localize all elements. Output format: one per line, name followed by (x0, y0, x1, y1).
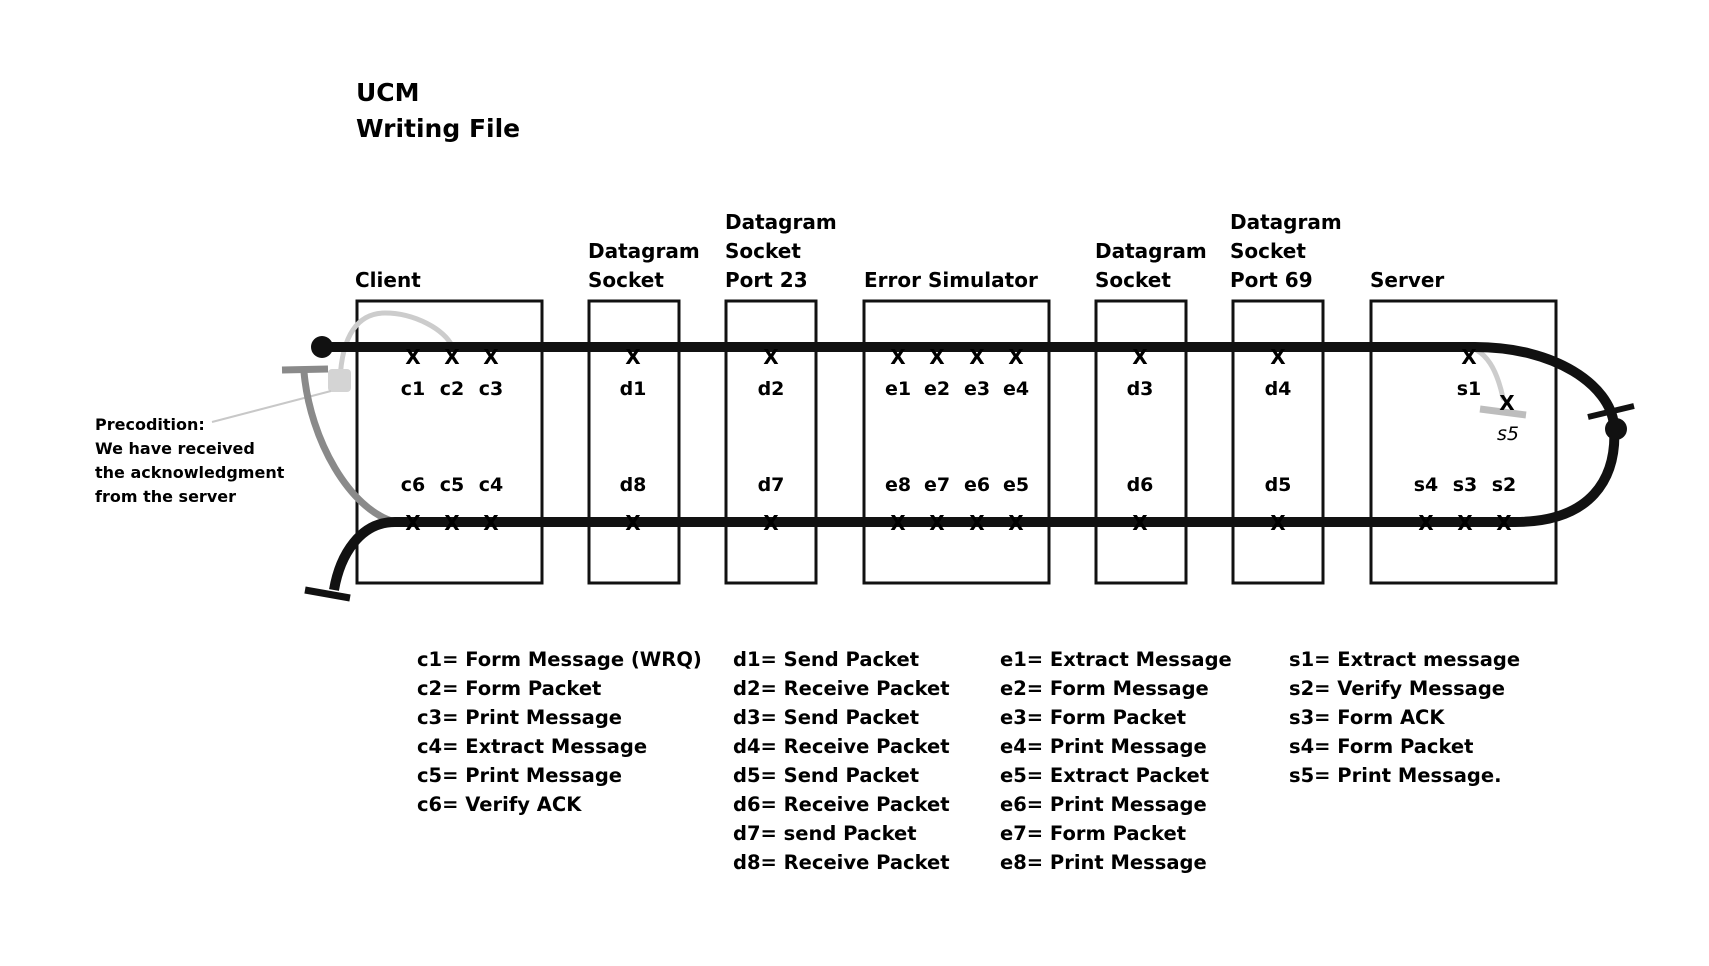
resp-marker-c2: X (444, 345, 460, 369)
resp-label-e5: e5 (1002, 474, 1030, 496)
legend-errsim-item: e3= Form Packet (1000, 706, 1187, 729)
legend-socket-item: d3= Send Packet (733, 706, 920, 729)
resp-label-c3: c3 (478, 378, 504, 400)
resp-marker-d7: X (763, 511, 779, 535)
resp-label-c6: c6 (400, 474, 426, 496)
legend-server-item: s1= Extract message (1289, 648, 1521, 671)
resp-label-e7: e7 (923, 474, 951, 496)
port23-label-line1: Datagram (725, 210, 837, 234)
resp-marker-e7: X (929, 511, 945, 535)
resp-label-s1: s1 (1456, 378, 1482, 400)
resp-marker-s3: X (1457, 511, 1473, 535)
legend-errsim-item: e6= Print Message (1000, 793, 1207, 816)
legend-socket-item: d1= Send Packet (733, 648, 920, 671)
socket2-label-line2: Socket (1095, 268, 1171, 292)
legend-errsim-item: e4= Print Message (1000, 735, 1207, 758)
resp-label-s5: s5 (1497, 423, 1519, 445)
legend-errsim-item: e8= Print Message (1000, 851, 1207, 874)
resp-label-d2: d2 (757, 378, 785, 400)
resp-marker-d8: X (625, 511, 641, 535)
legend-client-item: c5= Print Message (417, 764, 623, 787)
resp-marker-s5: X (1499, 391, 1515, 415)
resp-label-e2: e2 (923, 378, 951, 400)
title-line-writing-file: Writing File (356, 114, 521, 143)
legend-socket-item: d6= Receive Packet (733, 793, 950, 816)
resp-marker-s4: X (1418, 511, 1434, 535)
resp-label-e1: e1 (884, 378, 912, 400)
resp-label-d3: d3 (1126, 378, 1154, 400)
resp-label-c2: c2 (439, 378, 465, 400)
legend-client-item: c6= Verify ACK (417, 793, 582, 816)
legend-errsim-item: e5= Extract Packet (1000, 764, 1210, 787)
port69-label-line2: Socket (1230, 239, 1306, 263)
legend-errsim-item: e7= Form Packet (1000, 822, 1187, 845)
error-simulator-label: Error Simulator (864, 268, 1038, 292)
precondition-line-1: We have received (95, 439, 255, 458)
resp-marker-d2: X (763, 345, 779, 369)
port23-label-line3: Port 23 (725, 268, 808, 292)
main-path-start (311, 336, 333, 358)
light-path (340, 313, 1503, 398)
resp-marker-c6: X (405, 511, 421, 535)
legend-client-item: c4= Extract Message (417, 735, 648, 758)
resp-marker-d1: X (625, 345, 641, 369)
legend-socket-item: d5= Send Packet (733, 764, 920, 787)
resp-label-d7: d7 (757, 474, 785, 496)
port69-label-line1: Datagram (1230, 210, 1342, 234)
legend-server-item: s3= Form ACK (1289, 706, 1445, 729)
socket1-label-line2: Socket (588, 268, 664, 292)
resp-marker-c5: X (444, 511, 460, 535)
resp-label-c1: c1 (400, 378, 426, 400)
light-path-start (328, 369, 351, 392)
resp-marker-e1: X (890, 345, 906, 369)
precondition-heading: Precodition: (95, 415, 205, 434)
resp-label-s2: s2 (1491, 474, 1517, 496)
resp-marker-d5: X (1270, 511, 1286, 535)
resp-marker-s2: X (1496, 511, 1512, 535)
resp-label-d4: d4 (1264, 378, 1292, 400)
resp-label-d6: d6 (1126, 474, 1154, 496)
client-label: Client (355, 268, 421, 292)
resp-label-d5: d5 (1264, 474, 1292, 496)
resp-label-d1: d1 (619, 378, 647, 400)
server-label: Server (1370, 268, 1445, 292)
resp-marker-c3: X (483, 345, 499, 369)
resp-marker-e6: X (969, 511, 985, 535)
title-line-ucm: UCM (356, 78, 420, 107)
resp-label-e8: e8 (884, 474, 912, 496)
precondition-line-3: from the server (95, 487, 236, 506)
resp-marker-d3: X (1132, 345, 1148, 369)
port23-label-line2: Socket (725, 239, 801, 263)
legend-socket-item: d8= Receive Packet (733, 851, 950, 874)
resp-label-c5: c5 (439, 474, 465, 496)
resp-label-e4: e4 (1002, 378, 1030, 400)
resp-label-e3: e3 (963, 378, 991, 400)
resp-marker-e4: X (1008, 345, 1024, 369)
resp-label-s3: s3 (1452, 474, 1478, 496)
resp-marker-d4: X (1270, 345, 1286, 369)
legend-client-item: c1= Form Message (WRQ) (417, 648, 702, 671)
resp-marker-d6: X (1132, 511, 1148, 535)
legend-socket-item: d7= send Packet (733, 822, 917, 845)
socket2-label-line1: Datagram (1095, 239, 1207, 263)
resp-marker-e2: X (929, 345, 945, 369)
server-waypoint (1605, 418, 1627, 440)
main-path-end-bar (305, 590, 350, 598)
legend-client-item: c2= Form Packet (417, 677, 602, 700)
legend-client-item: c3= Print Message (417, 706, 623, 729)
legend-errsim-item: e1= Extract Message (1000, 648, 1232, 671)
socket1-label-line1: Datagram (588, 239, 700, 263)
resp-marker-c4: X (483, 511, 499, 535)
resp-marker-c1: X (405, 345, 421, 369)
port69-label-line3: Port 69 (1230, 268, 1313, 292)
resp-label-s4: s4 (1413, 474, 1439, 496)
resp-marker-e5: X (1008, 511, 1024, 535)
precondition-line-2: the acknowledgment (95, 463, 285, 482)
resp-label-d8: d8 (619, 474, 647, 496)
legend-errsim-item: e2= Form Message (1000, 677, 1209, 700)
legend-socket-item: d2= Receive Packet (733, 677, 950, 700)
resp-marker-s1: X (1461, 345, 1477, 369)
legend-server-item: s5= Print Message. (1289, 764, 1502, 787)
resp-label-c4: c4 (478, 474, 504, 496)
resp-marker-e8: X (890, 511, 906, 535)
resp-marker-e3: X (969, 345, 985, 369)
legend-socket-item: d4= Receive Packet (733, 735, 950, 758)
mid-path-end-bar (282, 369, 328, 370)
legend-server-item: s2= Verify Message (1289, 677, 1506, 700)
resp-label-e6: e6 (963, 474, 991, 496)
legend-server-item: s4= Form Packet (1289, 735, 1474, 758)
